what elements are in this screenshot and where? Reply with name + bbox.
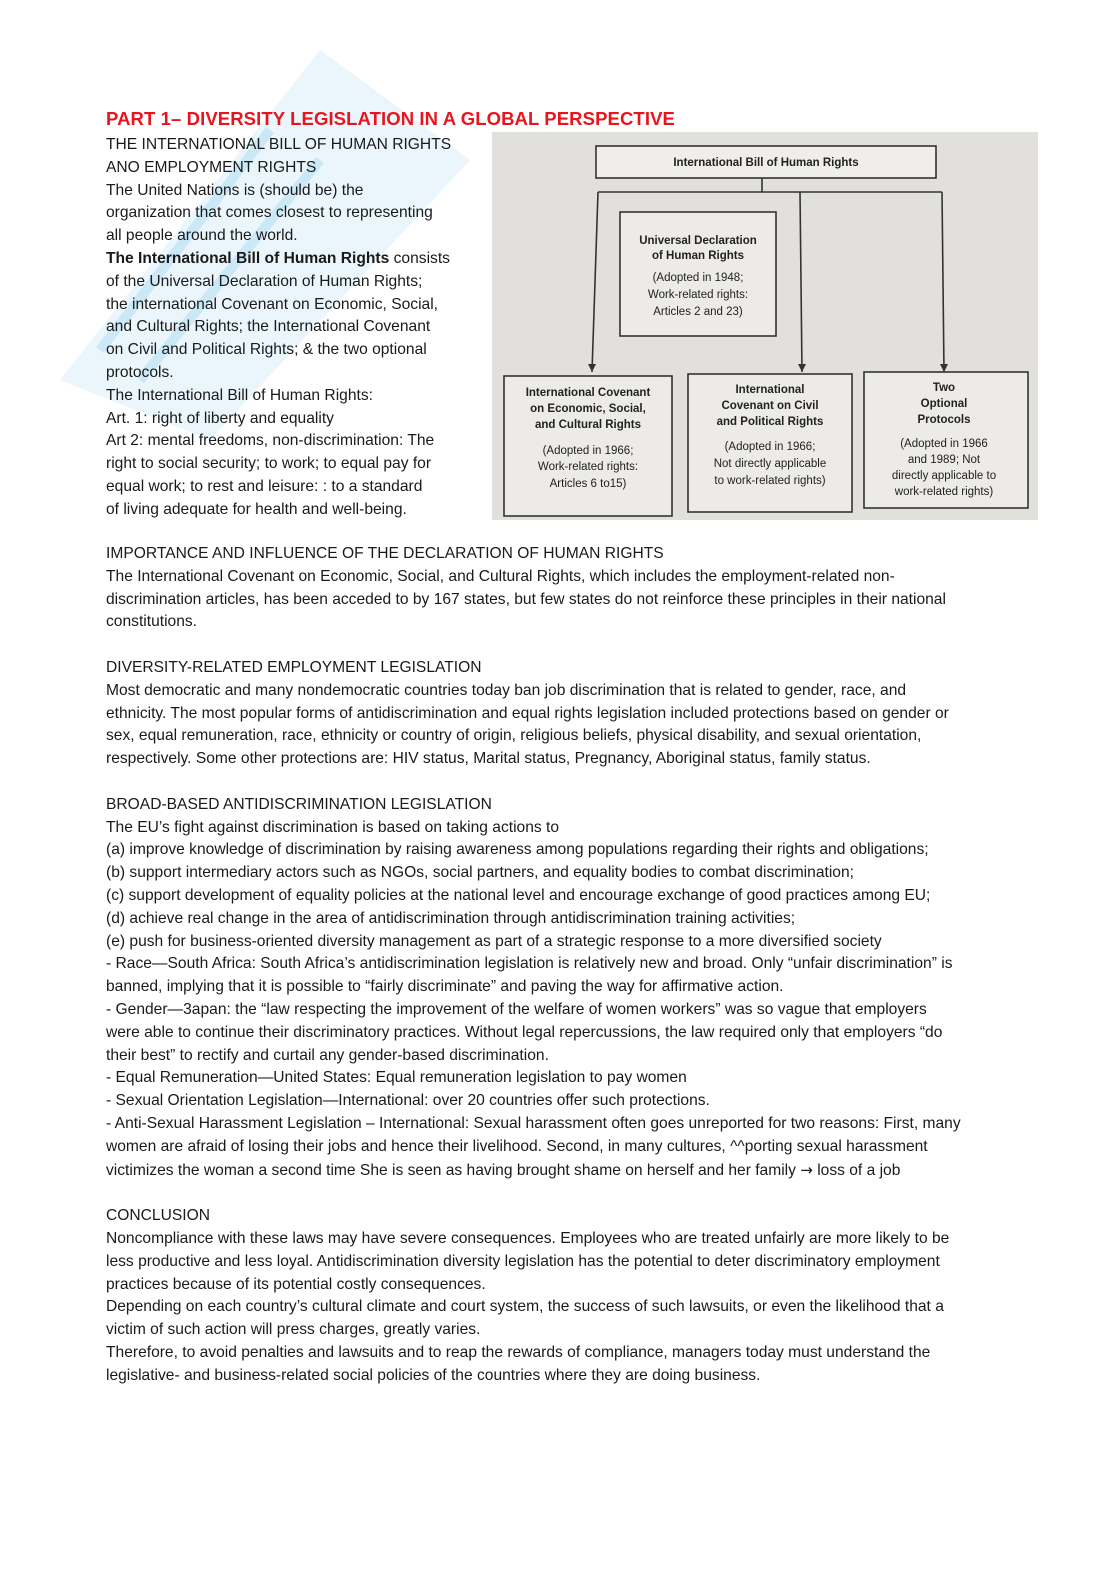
- paragraph-line: - Sexual Orientation Legislation—International: over 20 countries offer such protections.: [106, 1092, 710, 1110]
- paragraph-line: - Anti-Sexual Harassment Legislation – International: Sexual harassment often goes unreported for two reasons: First, many: [106, 1114, 961, 1132]
- arrow-right-icon: →: [800, 1160, 813, 1179]
- paragraph-line: - Gender—3apan: the “law respecting the improvement of the welfare of women workers” was so vague that employers: [106, 1000, 927, 1018]
- protocols-title: Two: [932, 382, 956, 394]
- intro-line: equal work; to rest and leisure: : to a standard: [106, 477, 423, 495]
- iccpr-title: International: [735, 384, 805, 396]
- intro-line: right to social security; to work; to equal pay for: [106, 455, 432, 473]
- paragraph-line: banned, implying that it is possible to “fairly discriminate” and paving the way for affirmative action.: [106, 978, 784, 996]
- paragraph-line: (c) support development of equality policies at the national level and encourage exchange of good practices among EU;: [106, 886, 931, 904]
- udhr-detail: Work-related rights:: [647, 289, 749, 301]
- human-rights-diagram: [492, 132, 1038, 520]
- paragraph-line: (d) achieve real change in the area of antidiscrimination through antidiscrimination training activities;: [106, 909, 796, 927]
- section-heading-importance: IMPORTANCE AND INFLUENCE OF THE DECLARATION OF HUMAN RIGHTS: [106, 545, 664, 562]
- paragraph-line-tail: loss of a job: [812, 1161, 901, 1179]
- paragraph-line: Most democratic and many nondemocratic countries today ban job discrimination that is related to gender, race, and: [106, 681, 907, 699]
- paragraph-line: sex, equal remuneration, race, ethnicity or country of origin, religious beliefs, physical disability, and sexual orientation,: [106, 727, 922, 745]
- intro-line: Art 2: mental freedoms, non-discrimination: The: [106, 432, 435, 450]
- protocols-title: Optional: [920, 398, 968, 410]
- spacer: [106, 771, 1051, 794]
- paragraph-line: legislative- and business-related social policies of the countries where they are doing business.: [106, 1366, 761, 1384]
- paragraph-line: Depending on each country’s cultural climate and court system, the success of such lawsuits, or even the likelihood that a: [106, 1298, 944, 1316]
- intro-text: [106, 134, 481, 522]
- intro-line: protocols.: [106, 363, 174, 381]
- icescr-detail: Articles 6 to15): [549, 478, 627, 490]
- section-heading-employment: DIVERSITY-RELATED EMPLOYMENT LEGISLATION: [106, 658, 482, 676]
- icescr-detail: (Adopted in 1966;: [542, 445, 634, 457]
- iccpr-title: Covenant on Civil: [721, 400, 819, 412]
- protocols-detail: work-related rights): [894, 486, 994, 498]
- icescr-detail: Work-related rights:: [537, 461, 639, 473]
- paragraph-line: (e) push for business-oriented diversity management as part of a strategic response to a more diversified society: [106, 932, 882, 950]
- intro-line-rest: consists: [389, 249, 450, 267]
- intro-line: of living adequate for health and well-being.: [106, 500, 407, 518]
- paragraph-line: - Equal Remuneration—United States: Equal remuneration legislation to pay women: [106, 1069, 687, 1087]
- udhr-title: Universal Declaration: [639, 235, 757, 247]
- intro-line: The International Bill of Human Rights:: [106, 386, 373, 404]
- paragraph-line: their best” to rectify and curtail any gender-based discrimination.: [106, 1046, 549, 1064]
- icescr-title: International Covenant: [525, 387, 651, 399]
- paragraph-line: The EU’s fight against discrimination is based on taking actions to: [106, 818, 560, 836]
- iccpr-detail: Not directly applicable: [713, 458, 827, 470]
- icescr-title: on Economic, Social,: [530, 403, 646, 415]
- intro-line: on Civil and Political Rights; & the two optional: [106, 341, 427, 359]
- udhr-detail: Articles 2 and 23): [653, 306, 743, 318]
- protocols-detail: and 1989; Not: [907, 454, 981, 466]
- intro-line: the international Covenant on Economic, Social,: [106, 295, 438, 313]
- paragraph-line: (a) improve knowledge of discrimination by raising awareness among populations regarding their rights and obligations;: [106, 841, 929, 859]
- intro-line: of the Universal Declaration of Human Rights;: [106, 272, 423, 290]
- intro-line: ANO EMPLOYMENT RIGHTS: [106, 158, 317, 176]
- intro-line: all people around the world.: [106, 227, 298, 245]
- paragraph-line: practices because of its potential costly consequences.: [106, 1275, 486, 1293]
- paragraph-line: [106, 1159, 1051, 1183]
- iccpr-detail: to work-related rights): [714, 475, 826, 487]
- spacer: [106, 1182, 1051, 1205]
- section-heading-broad: BROAD-BASED ANTIDISCRIMINATION LEGISLATION: [106, 795, 492, 813]
- diagram-top-label: International Bill of Human Rights: [673, 157, 859, 169]
- page-title: PART 1– DIVERSITY LEGISLATION IN A GLOBAL PERSPECTIVE: [106, 108, 675, 129]
- paragraph-line: The International Covenant on Economic, Social, and Cultural Rights, which includes the employment-related non-: [106, 567, 895, 585]
- iccpr-detail: (Adopted in 1966;: [724, 441, 816, 453]
- protocols-title: Protocols: [917, 414, 971, 426]
- intro-line: Art. 1: right of liberty and equality: [106, 409, 334, 427]
- paragraph-line: - Race—South Africa: South Africa’s antidiscrimination legislation is relatively new and broad. Only “unfair discrimination” is: [106, 955, 953, 973]
- paragraph-line: were able to continue their discriminatory practices. Without legal repercussions, the law required only that employers “do: [106, 1023, 943, 1041]
- paragraph-line: discrimination articles, has been acceded to by 167 states, but few states do not reinforce these principles in their national: [106, 590, 946, 608]
- udhr-detail: (Adopted in 1948;: [652, 272, 744, 284]
- intro-line: The United Nations is (should be) the: [106, 181, 364, 199]
- paragraph-line: women are afraid of losing their jobs and hence their livelihood. Second, in many cultures, ^^porting sexual harassment: [106, 1137, 928, 1155]
- intro-line: and Cultural Rights; the International Covenant: [106, 318, 431, 336]
- intro-line: [106, 248, 481, 271]
- paragraph-line: (b) support intermediary actors such as NGOs, social partners, and equality bodies to combat discrimination;: [106, 864, 854, 882]
- paragraph-line: less productive and less loyal. Antidiscrimination diversity legislation has the potential to deter discriminatory employment: [106, 1252, 940, 1270]
- paragraph-line: Therefore, to avoid penalties and lawsuits and to reap the rewards of compliance, managers today must understand the: [106, 1343, 931, 1361]
- paragraph-line: constitutions.: [106, 613, 198, 631]
- paragraph-line: respectively. Some other protections are: HIV status, Marital status, Pregnancy, Aboriginal status, family status.: [106, 750, 871, 768]
- section-heading-conclusion: CONCLUSION: [106, 1207, 210, 1225]
- icescr-title: and Cultural Rights: [534, 419, 642, 431]
- protocols-detail: (Adopted in 1966: [900, 438, 988, 450]
- intro-line: organization that comes closest to representing: [106, 204, 433, 222]
- spacer: [106, 634, 1051, 657]
- intro-line: THE INTERNATIONAL BILL OF HUMAN RIGHTS: [106, 136, 452, 153]
- paragraph-line: Noncompliance with these laws may have severe consequences. Employees who are treated unfairly are more likely to be: [106, 1229, 950, 1247]
- body-text: [106, 543, 1051, 1387]
- paragraph-line: victim of such action will press charges, greatly varies.: [106, 1321, 481, 1339]
- bold-term: The International Bill of Human Rights: [106, 249, 390, 267]
- iccpr-title: and Political Rights: [716, 416, 824, 428]
- protocols-detail: directly applicable to: [891, 470, 997, 482]
- paragraph-line-text: victimizes the woman a second time She is seen as having brought shame on herself and her family: [106, 1161, 801, 1179]
- udhr-title: of Human Rights: [652, 250, 744, 262]
- paragraph-line: ethnicity. The most popular forms of antidiscrimination and equal rights legislation included protections based on gender or: [106, 704, 949, 722]
